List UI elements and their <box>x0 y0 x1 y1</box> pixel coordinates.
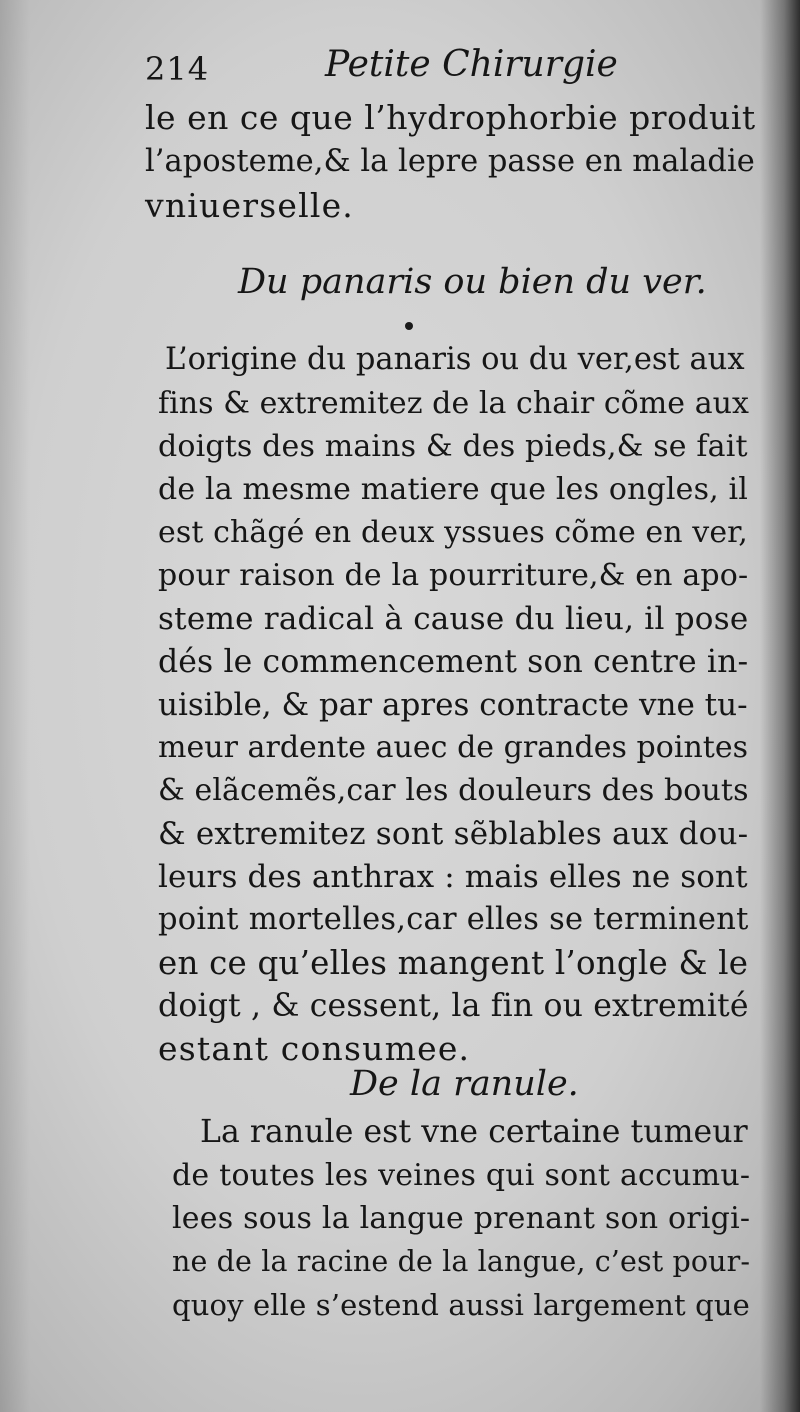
text-line: lees sous la langue prenant son origi- <box>172 1201 751 1236</box>
text-line: meur ardente auec de grandes pointes <box>158 730 749 765</box>
text-line: La ranule est vne certaine tumeur <box>200 1114 748 1150</box>
text-line: le en ce que l’hydrophorbie produit <box>145 98 756 137</box>
text-line: fins & extremitez de la chair cõme aux <box>158 386 749 421</box>
text-line: L’origine du panaris ou du ver,est aux <box>165 342 745 377</box>
section-heading: Du panaris ou bien du ver. <box>238 262 707 302</box>
text-line: de la mesme matiere que les ongles, il <box>158 472 749 507</box>
text-line: doigts des mains & des pieds,& se fait <box>158 429 748 464</box>
text-line: point mortelles,car elles se terminent <box>158 902 749 937</box>
text-line: & extremitez sont sẽblables aux dou- <box>158 816 749 852</box>
ink-dot <box>405 322 413 330</box>
page-right-shadow <box>760 0 800 1412</box>
text-line: de toutes les veines qui sont accumu- <box>172 1158 751 1193</box>
text-line: doigt , & cessent, la fin ou extremité <box>158 988 749 1024</box>
text-line: leurs des anthrax : mais elles ne sont <box>158 859 748 895</box>
text-line: dés le commencement son centre in- <box>158 644 749 680</box>
text-line: uisible, & par apres contracte vne tu- <box>158 687 748 723</box>
text-line: en ce qu’elles mangent l’ongle & le <box>158 944 749 982</box>
page-number: 214 <box>145 50 210 88</box>
text-line: est chãgé en deux yssues cõme en ver, <box>158 515 748 550</box>
text-line: vniuerselle. <box>145 186 355 225</box>
section-heading: De la ranule. <box>350 1064 579 1104</box>
running-title: Petite Chirurgie <box>325 44 618 85</box>
text-line: estant consumee. <box>158 1029 471 1068</box>
text-line: steme radical à cause du lieu, il pose <box>158 601 749 637</box>
page-left-shadow <box>0 0 30 1412</box>
running-head <box>145 44 745 94</box>
text-line: l’aposteme,& la lepre passe en maladie <box>145 144 755 179</box>
text-line: & elãcemẽs,car les douleurs des bouts <box>158 773 749 808</box>
text-line: ne de la racine de la langue, c’est pour- <box>172 1245 751 1278</box>
text-line: pour raison de la pourriture,& en apo- <box>158 558 749 593</box>
text-line: quoy elle s’estend aussi largement que <box>172 1288 750 1322</box>
